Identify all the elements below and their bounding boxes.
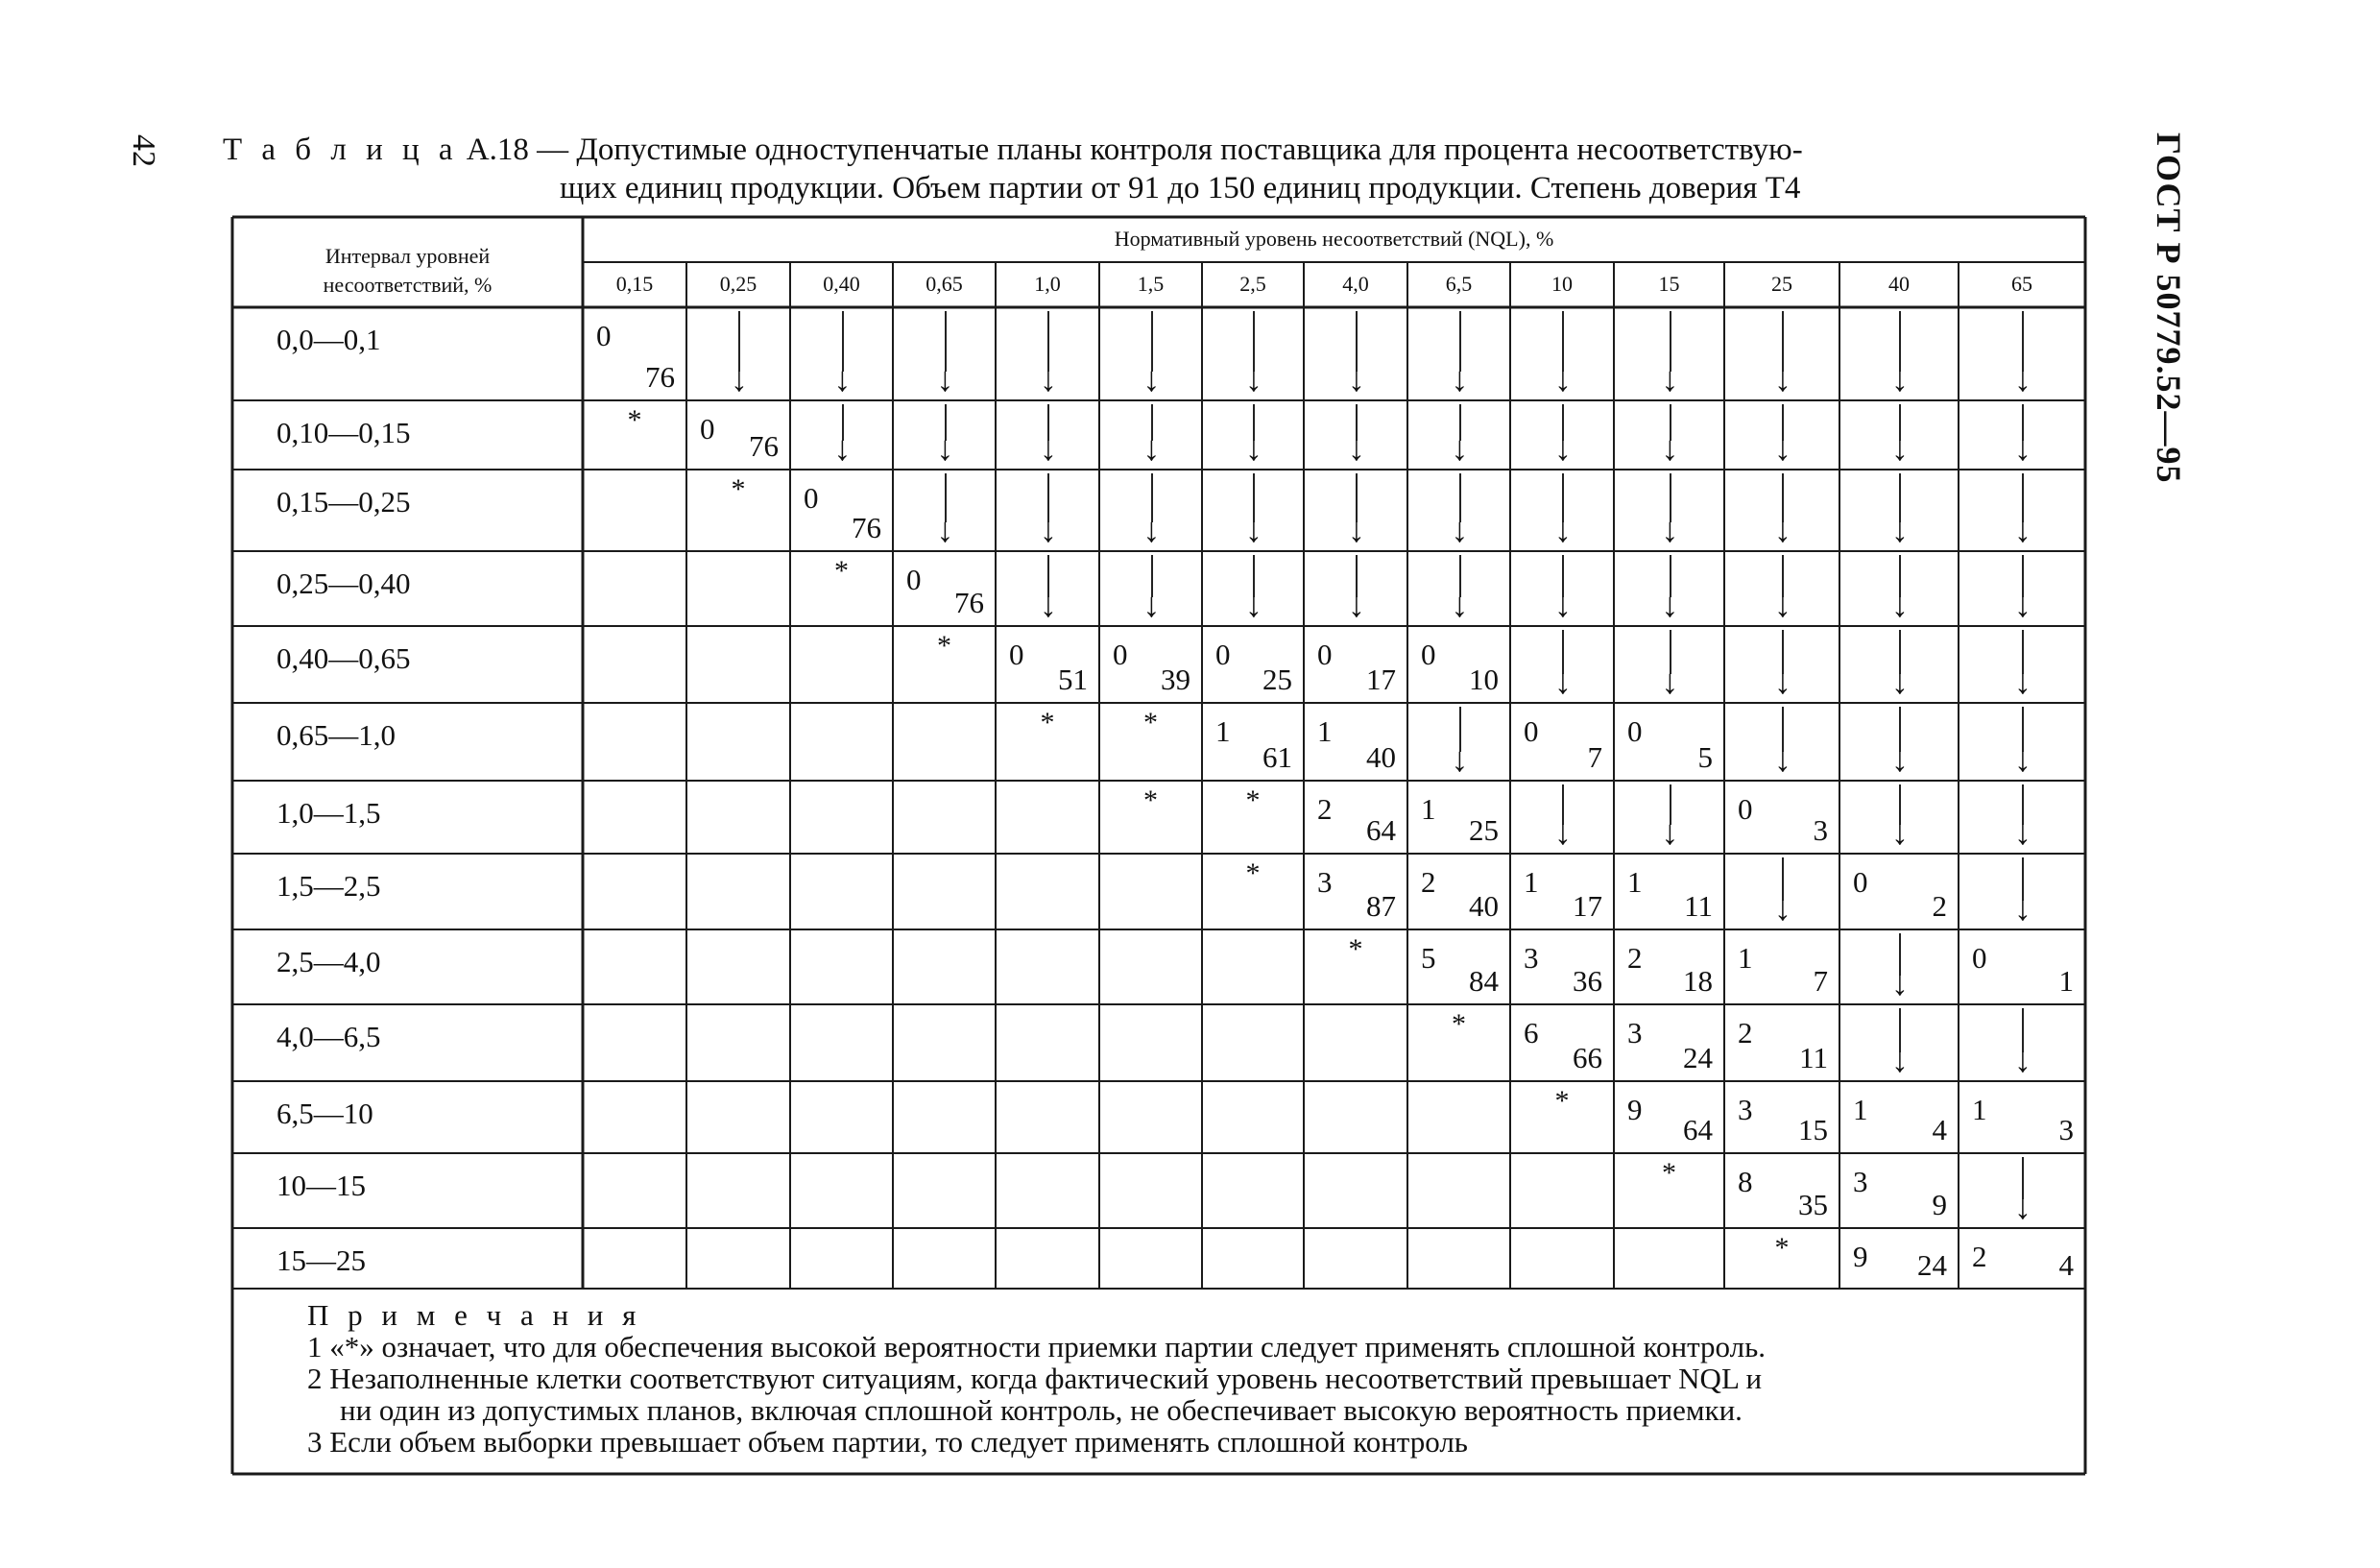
down-arrow-icon: ↓ bbox=[2014, 586, 2031, 624]
full-inspection-mark: * bbox=[627, 404, 642, 436]
down-arrow-icon: ↓ bbox=[1040, 360, 1057, 398]
down-arrow-icon: ↓ bbox=[1774, 511, 1791, 549]
column-header: 2,5 bbox=[1239, 272, 1266, 296]
row-label: 0,0—0,1 bbox=[276, 323, 381, 356]
acceptance-number: 5 bbox=[1421, 941, 1436, 975]
acceptance-number: 0 bbox=[1215, 638, 1231, 671]
sample-size: 25 bbox=[1469, 813, 1499, 847]
acceptance-number: 0 bbox=[1524, 714, 1539, 748]
row-header-line-1: Интервал уровней bbox=[325, 244, 491, 268]
acceptance-number: 0 bbox=[804, 481, 819, 515]
acceptance-number: 1 bbox=[1421, 792, 1436, 826]
caption-prefix: Т а б л и ц а bbox=[223, 133, 459, 167]
acceptance-number: 0 bbox=[1627, 714, 1643, 748]
down-arrow-icon: ↓ bbox=[1774, 429, 1791, 468]
acceptance-number: 0 bbox=[1738, 792, 1753, 826]
note-1: 1 «*» означает, что для обеспечения высокой вероятности приемки партии следует применять сплошной контроль. bbox=[307, 1330, 1766, 1363]
sample-size: 64 bbox=[1366, 813, 1396, 847]
down-arrow-icon: ↓ bbox=[1040, 586, 1057, 624]
row-label: 0,65—1,0 bbox=[276, 718, 396, 752]
acceptance-number: 3 bbox=[1738, 1093, 1753, 1126]
row-label: 0,15—0,25 bbox=[276, 485, 411, 519]
column-header: 0,25 bbox=[719, 272, 757, 296]
down-arrow-icon: ↓ bbox=[1245, 586, 1262, 624]
column-group-header: Нормативный уровень несоответствий (NQL), % bbox=[1114, 227, 1554, 251]
column-header: 0,15 bbox=[615, 272, 654, 296]
acceptance-number: 0 bbox=[1317, 638, 1333, 671]
sample-size: 87 bbox=[1366, 889, 1396, 923]
column-header: 10 bbox=[1551, 272, 1573, 296]
down-arrow-icon: ↓ bbox=[1891, 663, 1909, 701]
full-inspection-mark: * bbox=[1040, 707, 1055, 738]
down-arrow-icon: ↓ bbox=[2014, 663, 2031, 701]
down-arrow-icon: ↓ bbox=[1348, 511, 1365, 549]
down-arrow-icon: ↓ bbox=[731, 360, 748, 398]
sample-size: 61 bbox=[1262, 740, 1292, 774]
down-arrow-icon: ↓ bbox=[1661, 360, 1679, 398]
row-label: 15—25 bbox=[276, 1243, 366, 1277]
down-arrow-icon: ↓ bbox=[1661, 429, 1679, 468]
full-inspection-mark: * bbox=[1348, 933, 1363, 965]
sample-size: 25 bbox=[1262, 663, 1292, 696]
column-header: 25 bbox=[1771, 272, 1792, 296]
down-arrow-icon: ↓ bbox=[1774, 663, 1791, 701]
row-label: 1,0—1,5 bbox=[276, 796, 381, 830]
acceptance-number: 2 bbox=[1421, 865, 1436, 899]
down-arrow-icon: ↓ bbox=[1554, 360, 1572, 398]
sample-size: 5 bbox=[1697, 740, 1713, 774]
acceptance-number: 3 bbox=[1853, 1165, 1868, 1198]
down-arrow-icon: ↓ bbox=[1142, 511, 1161, 549]
acceptance-number: 2 bbox=[1738, 1016, 1753, 1049]
down-arrow-icon: ↓ bbox=[1891, 511, 1909, 549]
sample-size: 40 bbox=[1366, 740, 1396, 774]
sample-size: 3 bbox=[2058, 1113, 2074, 1146]
acceptance-number: 1 bbox=[1215, 714, 1231, 748]
down-arrow-icon: ↓ bbox=[1554, 663, 1572, 701]
sample-size: 11 bbox=[1799, 1041, 1828, 1074]
acceptance-number: 0 bbox=[1853, 865, 1868, 899]
acceptance-number: 2 bbox=[1317, 792, 1333, 826]
notes-title: П р и м е ч а н и я bbox=[307, 1298, 642, 1332]
sample-size: 3 bbox=[1813, 813, 1828, 847]
acceptance-number: 9 bbox=[1627, 1093, 1643, 1126]
down-arrow-icon: ↓ bbox=[1891, 964, 1909, 1002]
sample-size: 11 bbox=[1684, 889, 1713, 923]
sample-size: 9 bbox=[1932, 1188, 1947, 1221]
down-arrow-icon: ↓ bbox=[1040, 511, 1057, 549]
acceptance-number: 3 bbox=[1317, 865, 1333, 899]
note-2: 2 Незаполненные клетки соответствуют ситуациям, когда фактический уровень несоответствий превышает NQL и bbox=[307, 1362, 1763, 1395]
full-inspection-mark: * bbox=[1143, 784, 1158, 816]
down-arrow-icon: ↓ bbox=[1661, 663, 1679, 701]
sample-size: 76 bbox=[749, 429, 779, 463]
down-arrow-icon: ↓ bbox=[1891, 360, 1909, 398]
acceptance-number: 2 bbox=[1972, 1240, 1987, 1273]
row-label: 10—15 bbox=[276, 1169, 366, 1202]
row-label: 0,25—0,40 bbox=[276, 567, 411, 600]
column-header: 1,5 bbox=[1137, 272, 1165, 296]
down-arrow-icon: ↓ bbox=[936, 511, 954, 549]
sample-size: 2 bbox=[1932, 889, 1947, 923]
full-inspection-mark: * bbox=[1245, 784, 1261, 816]
sample-size: 40 bbox=[1469, 889, 1499, 923]
sample-size: 51 bbox=[1058, 663, 1088, 696]
down-arrow-icon: ↓ bbox=[2014, 740, 2031, 779]
sample-size: 39 bbox=[1161, 663, 1190, 696]
down-arrow-icon: ↓ bbox=[1142, 429, 1161, 468]
table-caption-line-1 bbox=[223, 133, 1803, 168]
row-label: 2,5—4,0 bbox=[276, 945, 381, 978]
sample-size: 4 bbox=[1932, 1113, 1947, 1146]
acceptance-number: 0 bbox=[1113, 638, 1128, 671]
acceptance-number: 1 bbox=[1738, 941, 1753, 975]
down-arrow-icon: ↓ bbox=[1774, 360, 1791, 398]
acceptance-number: 0 bbox=[906, 563, 922, 596]
sample-size: 15 bbox=[1798, 1113, 1828, 1146]
note-2-continued: ни один из допустимых планов, включая сплошной контроль, не обеспечивает высокую вероятность приемки. bbox=[340, 1393, 1743, 1427]
down-arrow-icon: ↓ bbox=[1040, 429, 1057, 468]
sample-size: 24 bbox=[1917, 1248, 1947, 1282]
sample-size: 7 bbox=[1587, 740, 1602, 774]
sample-size: 84 bbox=[1469, 964, 1499, 998]
full-inspection-mark: * bbox=[1554, 1085, 1570, 1117]
column-header: 6,5 bbox=[1445, 272, 1473, 296]
acceptance-number: 0 bbox=[1972, 941, 1987, 975]
down-arrow-icon: ↓ bbox=[1661, 511, 1679, 549]
acceptance-number: 1 bbox=[1524, 865, 1539, 899]
down-arrow-icon: ↓ bbox=[1891, 429, 1909, 468]
sample-size: 76 bbox=[954, 586, 984, 619]
sample-size: 64 bbox=[1683, 1113, 1713, 1146]
down-arrow-icon: ↓ bbox=[1245, 429, 1262, 468]
full-inspection-mark: * bbox=[937, 630, 951, 662]
full-inspection-mark: * bbox=[1662, 1157, 1676, 1189]
full-inspection-mark: * bbox=[1245, 857, 1261, 889]
down-arrow-icon: ↓ bbox=[1348, 586, 1365, 624]
acceptance-number: 6 bbox=[1524, 1016, 1539, 1049]
table-caption-line-2: щих единиц продукции. Объем партии от 91 до 150 единиц продукции. Степень доверия Т4 bbox=[560, 171, 1801, 205]
document-code: ГОСТ Р 50779.52—95 bbox=[2150, 133, 2188, 484]
acceptance-number: 1 bbox=[1972, 1093, 1987, 1126]
down-arrow-icon: ↓ bbox=[1554, 586, 1572, 624]
full-inspection-mark: * bbox=[731, 473, 746, 505]
down-arrow-icon: ↓ bbox=[1142, 360, 1161, 398]
sample-size: 36 bbox=[1573, 964, 1602, 998]
sample-size: 10 bbox=[1469, 663, 1499, 696]
down-arrow-icon: ↓ bbox=[1451, 360, 1469, 398]
acceptance-number: 9 bbox=[1853, 1240, 1868, 1273]
acceptance-number: 1 bbox=[1627, 865, 1643, 899]
row-label: 1,5—2,5 bbox=[276, 869, 381, 903]
down-arrow-icon: ↓ bbox=[1661, 813, 1679, 852]
down-arrow-icon: ↓ bbox=[936, 429, 954, 468]
acceptance-number: 8 bbox=[1738, 1165, 1753, 1198]
full-inspection-mark: * bbox=[1143, 707, 1158, 738]
acceptance-number: 2 bbox=[1627, 941, 1643, 975]
down-arrow-icon: ↓ bbox=[2014, 511, 2031, 549]
down-arrow-icon: ↓ bbox=[1451, 429, 1469, 468]
column-header: 0,40 bbox=[823, 272, 860, 296]
down-arrow-icon: ↓ bbox=[1554, 511, 1572, 549]
down-arrow-icon: ↓ bbox=[1774, 586, 1791, 624]
sample-size: 1 bbox=[2058, 964, 2074, 998]
down-arrow-icon: ↓ bbox=[936, 360, 954, 398]
page-number: 42 bbox=[126, 134, 161, 167]
down-arrow-icon: ↓ bbox=[1451, 586, 1469, 624]
down-arrow-icon: ↓ bbox=[1774, 889, 1791, 928]
down-arrow-icon: ↓ bbox=[1348, 429, 1365, 468]
column-header: 15 bbox=[1658, 272, 1680, 296]
down-arrow-icon: ↓ bbox=[1661, 586, 1679, 624]
down-arrow-icon: ↓ bbox=[2014, 1188, 2031, 1226]
sample-size: 18 bbox=[1683, 964, 1713, 998]
column-header: 0,65 bbox=[926, 272, 963, 296]
sample-size: 17 bbox=[1573, 889, 1602, 923]
row-header-line-2: несоответствий, % bbox=[323, 273, 493, 297]
down-arrow-icon: ↓ bbox=[1891, 740, 1909, 779]
down-arrow-icon: ↓ bbox=[2014, 360, 2031, 398]
column-header: 4,0 bbox=[1342, 272, 1369, 296]
full-inspection-mark: * bbox=[834, 555, 849, 587]
full-inspection-mark: * bbox=[1452, 1008, 1466, 1040]
down-arrow-icon: ↓ bbox=[1245, 360, 1262, 398]
acceptance-number: 0 bbox=[700, 412, 715, 446]
down-arrow-icon: ↓ bbox=[833, 360, 852, 398]
down-arrow-icon: ↓ bbox=[1554, 429, 1572, 468]
down-arrow-icon: ↓ bbox=[1451, 740, 1469, 779]
sample-size: 35 bbox=[1798, 1188, 1828, 1221]
down-arrow-icon: ↓ bbox=[1891, 1041, 1909, 1079]
down-arrow-icon: ↓ bbox=[1774, 740, 1791, 779]
sample-size: 24 bbox=[1683, 1041, 1713, 1074]
acceptance-number: 1 bbox=[1317, 714, 1333, 748]
down-arrow-icon: ↓ bbox=[1451, 511, 1469, 549]
down-arrow-icon: ↓ bbox=[1891, 813, 1909, 852]
sample-size: 4 bbox=[2058, 1248, 2074, 1282]
down-arrow-icon: ↓ bbox=[833, 429, 852, 468]
down-arrow-icon: ↓ bbox=[1142, 586, 1161, 624]
row-label: 6,5—10 bbox=[276, 1097, 373, 1130]
acceptance-number: 0 bbox=[596, 319, 612, 352]
sample-size: 76 bbox=[852, 511, 881, 544]
column-header: 1,0 bbox=[1034, 272, 1061, 296]
sample-size: 66 bbox=[1573, 1041, 1602, 1074]
row-label: 0,10—0,15 bbox=[276, 416, 411, 449]
sample-size: 7 bbox=[1813, 964, 1828, 998]
column-header: 40 bbox=[1888, 272, 1910, 296]
column-header: 65 bbox=[2011, 272, 2032, 296]
acceptance-number: 1 bbox=[1853, 1093, 1868, 1126]
down-arrow-icon: ↓ bbox=[2014, 813, 2031, 852]
caption-text: А.18 — Допустимые одноступенчатые планы контроля поставщика для процента несоответствую- bbox=[458, 133, 1803, 167]
down-arrow-icon: ↓ bbox=[1348, 360, 1365, 398]
full-inspection-mark: * bbox=[1774, 1232, 1790, 1264]
down-arrow-icon: ↓ bbox=[2014, 889, 2031, 928]
down-arrow-icon: ↓ bbox=[2014, 1041, 2031, 1079]
acceptance-number: 3 bbox=[1524, 941, 1539, 975]
row-label: 0,40—0,65 bbox=[276, 641, 411, 675]
sample-size: 17 bbox=[1366, 663, 1396, 696]
acceptance-number: 0 bbox=[1009, 638, 1024, 671]
acceptance-number: 3 bbox=[1627, 1016, 1643, 1049]
sample-size: 76 bbox=[645, 360, 675, 394]
down-arrow-icon: ↓ bbox=[1554, 813, 1572, 852]
note-3: 3 Если объем выборки превышает объем партии, то следует применять сплошной контроль bbox=[307, 1425, 1468, 1459]
down-arrow-icon: ↓ bbox=[1245, 511, 1262, 549]
down-arrow-icon: ↓ bbox=[1891, 586, 1909, 624]
acceptance-number: 0 bbox=[1421, 638, 1436, 671]
row-label: 4,0—6,5 bbox=[276, 1020, 381, 1053]
down-arrow-icon: ↓ bbox=[2014, 429, 2031, 468]
